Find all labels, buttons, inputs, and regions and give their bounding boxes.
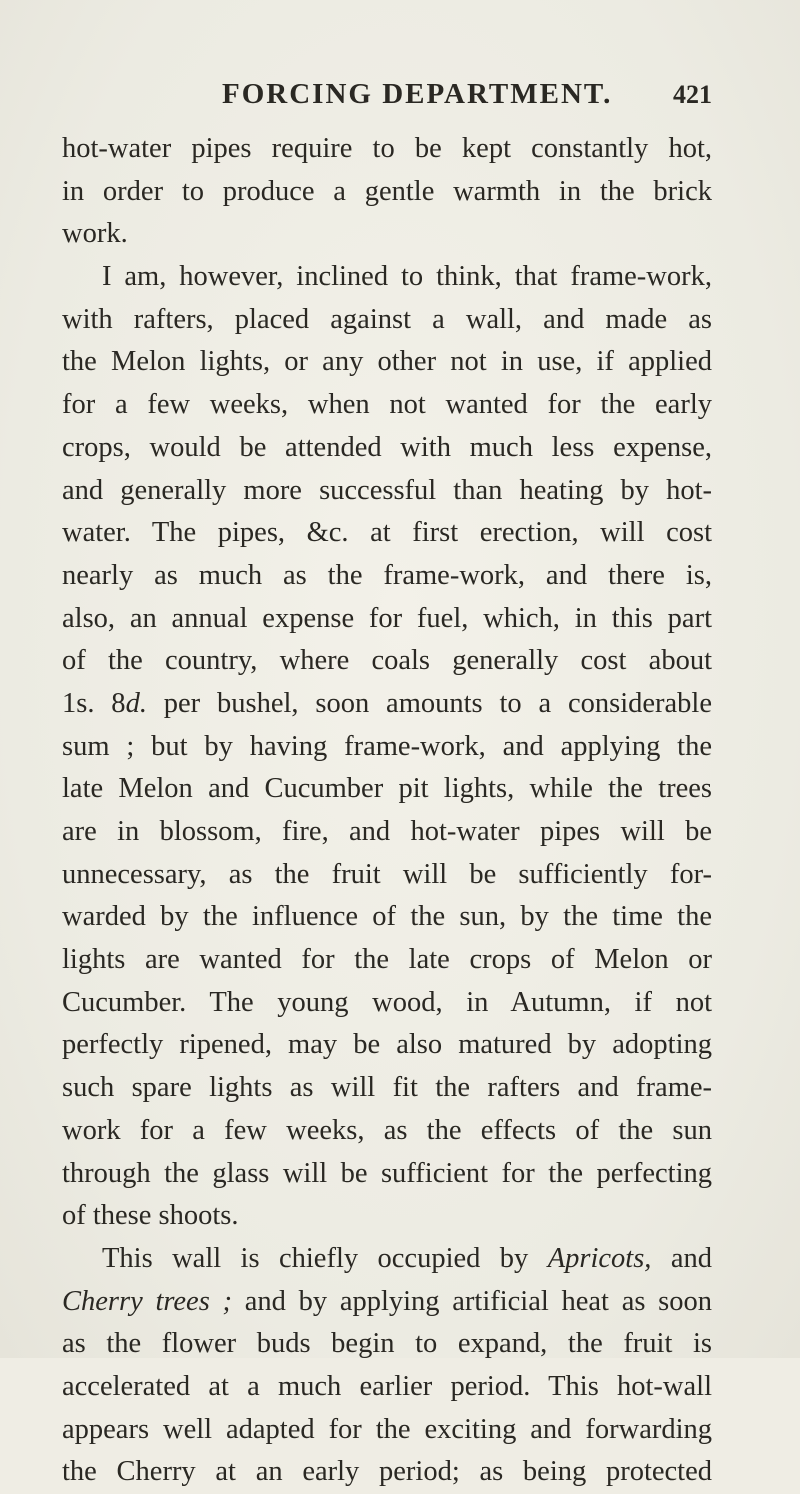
text-line: crops, would be attended with much less expense, bbox=[62, 431, 712, 463]
text-line: for a few weeks, when not wanted for the early bbox=[62, 389, 712, 421]
text-line: such spare lights as will fit the rafters and frame- bbox=[62, 1072, 712, 1104]
text-span: and bbox=[651, 1242, 712, 1274]
text-line: with rafters, placed against a wall, and made as bbox=[62, 303, 712, 335]
text-line: as the flower buds begin to expand, the fruit is bbox=[62, 1328, 712, 1360]
text-line: perfectly ripened, may be also matured by adopting bbox=[62, 1029, 712, 1061]
italic-text: Apricots, bbox=[547, 1242, 652, 1274]
text-line: late Melon and Cucumber pit lights, while the trees bbox=[62, 773, 712, 805]
text-line bbox=[62, 1281, 712, 1324]
text-line: warded by the influence of the sun, by the time the bbox=[62, 901, 712, 933]
text-span: per bushel, soon amounts to a considerable bbox=[146, 687, 712, 719]
text-line: the Melon lights, or any other not in use, if applied bbox=[62, 346, 712, 378]
text-line: through the glass will be sufficient for the perfecting bbox=[62, 1157, 712, 1189]
text-line: water. The pipes, &c. at first erection, will cost bbox=[62, 517, 712, 549]
text-line: accelerated at a much earlier period. This hot-wall bbox=[62, 1370, 712, 1402]
text-line: are in blossom, fire, and hot-water pipes will be bbox=[62, 816, 712, 847]
text-line bbox=[62, 683, 712, 726]
page-number: 421 bbox=[673, 80, 712, 109]
body-text bbox=[62, 128, 712, 1494]
text-line: of these shoots. bbox=[62, 1200, 239, 1232]
text-span: 1s. 8 bbox=[62, 687, 126, 719]
italic-text: d. bbox=[125, 687, 147, 719]
text-line: unnecessary, as the fruit will be sufficiently for- bbox=[62, 858, 712, 890]
text-line: and generally more successful than heating by hot- bbox=[62, 474, 712, 506]
text-line: I am, however, inclined to think, that frame-work, bbox=[102, 261, 712, 293]
text-line: work. bbox=[62, 218, 128, 250]
text-line: appears well adapted for the exciting and forwarding bbox=[62, 1413, 712, 1445]
text-line bbox=[62, 1238, 712, 1281]
text-span: This wall is chiefly occupied by bbox=[102, 1242, 548, 1274]
text-line: work for a few weeks, as the effects of the sun bbox=[62, 1114, 712, 1146]
text-line: sum ; but by having frame-work, and applying the bbox=[62, 730, 712, 762]
running-head: FORCING DEPARTMENT. bbox=[222, 78, 613, 110]
text-span: and by applying artificial heat as soon bbox=[232, 1285, 712, 1317]
text-line: Cucumber. The young wood, in Autumn, if not bbox=[62, 986, 712, 1018]
text-line: nearly as much as the frame-work, and there is, bbox=[62, 559, 712, 591]
italic-text: Cherry trees ; bbox=[62, 1285, 233, 1317]
text-line: in order to produce a gentle warmth in the brick bbox=[62, 175, 712, 207]
text-line: also, an annual expense for fuel, which, in this part bbox=[62, 602, 712, 634]
text-line: the Cherry at an early period; as being protected bbox=[62, 1456, 712, 1488]
text-line: hot-water pipes require to be kept constantly hot, bbox=[62, 133, 712, 164]
text-line: of the country, where coals generally cost about bbox=[62, 645, 712, 677]
text-line: lights are wanted for the late crops of Melon or bbox=[62, 944, 712, 976]
page-header bbox=[62, 78, 712, 118]
